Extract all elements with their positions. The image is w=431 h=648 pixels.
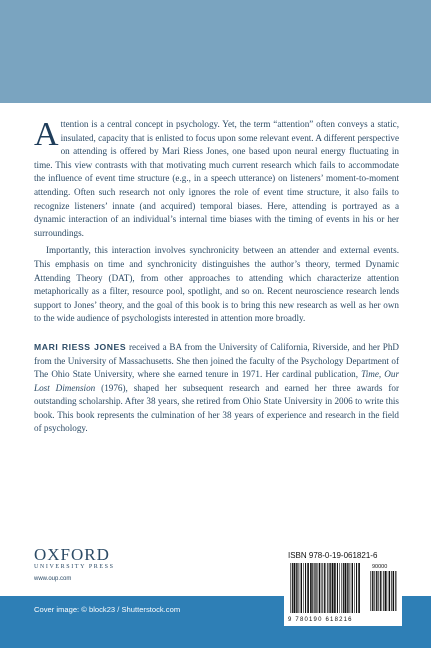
barcode-bar (393, 571, 394, 611)
barcode-bar (301, 563, 302, 613)
author-bio (34, 341, 399, 436)
barcode-bar (370, 571, 371, 611)
barcode-bar (292, 563, 293, 613)
oxford-subtitle: UNIVERSITY PRESS (34, 564, 115, 570)
isbn-label: ISBN 978-0-19-061821-6 (288, 551, 378, 560)
barcode-bar (324, 563, 325, 613)
bio-text-2: (1976), shaped her subsequent research and earned her three awards for outstanding scholarship. After 38 years, she retired from Ohio State University in 2006 to write this book. This book represents the culmination of her 38 years of experience and research in the field of psychology. (34, 382, 400, 434)
ean-bars (290, 563, 360, 613)
barcode-bar (334, 563, 336, 613)
drop-cap: A (34, 116, 59, 153)
barcode-bar (315, 563, 316, 613)
barcode-bar (296, 563, 297, 613)
barcode-bar (322, 563, 323, 613)
barcode-bar (383, 571, 384, 611)
barcode-bar (376, 571, 377, 611)
barcode-bar (395, 571, 396, 611)
barcode-bar (391, 571, 392, 611)
barcode-bar (294, 563, 296, 613)
publisher-logo (34, 546, 154, 582)
back-cover-text (34, 118, 399, 436)
barcode-bar (300, 563, 301, 613)
top-color-band (0, 0, 431, 103)
barcode-bar (343, 563, 344, 613)
barcode-bar (341, 563, 342, 613)
barcode-bar (337, 563, 338, 613)
barcode-bar (310, 563, 312, 613)
barcode-bar (356, 563, 357, 613)
barcode-bar (326, 563, 327, 613)
bio-text-1: received a BA from the University of California, Riverside, and her PhD from the University of Massachusetts. She then joined the faculty of the Psychology Department of The Ohio State University, where she earned tenure in 1971. Her cardinal publication, (34, 341, 399, 380)
barcode-bar (332, 563, 334, 613)
barcode-bar (348, 563, 349, 613)
barcode-bar (352, 563, 353, 613)
barcode-bar (307, 563, 309, 613)
barcode-bar (347, 563, 348, 613)
barcode-bar (290, 563, 291, 613)
barcode-bar (372, 571, 373, 611)
barcode-bar (330, 563, 331, 613)
ean-digits: 9 780190 618216 (288, 617, 353, 623)
barcode-bar (314, 563, 315, 613)
barcode-bar (374, 571, 375, 611)
barcode-bar (382, 571, 383, 611)
barcode-graphic (284, 549, 402, 626)
barcode-bar (354, 563, 355, 613)
book-title: Time, Our Lost Dimension (34, 369, 399, 393)
barcode-bar (378, 571, 379, 611)
oxford-wordmark: OXFORD (34, 545, 110, 564)
barcode-bar (316, 563, 317, 613)
barcode-bar (380, 571, 381, 611)
barcode-bar (339, 563, 340, 613)
barcode-bar (351, 563, 352, 613)
barcode-bar (329, 563, 330, 613)
barcode-bar (385, 571, 387, 611)
barcode-bar (305, 563, 306, 613)
barcode-bar (327, 563, 328, 613)
blurb-paragraph-1 (34, 118, 399, 240)
barcode-bar (345, 563, 347, 613)
publisher-url[interactable]: www.oup.com (34, 576, 72, 582)
price-code: 90000 (372, 564, 388, 570)
barcode-bar (358, 563, 360, 613)
addon-bars (370, 571, 396, 611)
barcode-bar (297, 563, 298, 613)
blurb-paragraph-1-text: ttention is a central concept in psychology. Yet, the term “attention” often conveys a static, insulated, capacity that is enlisted to focus upon some relevant event. A different perspective on attending is offered by Mari Riess Jones, one based upon neural energy fluctuating in time. This view contrasts with that motivating much current research which fails to accommodate the influence of event time structure (e.g., in a speech utterance) on listeners’ moment-to-moment attending. Often such research not only ignores the role of event time structure, it also fails to recognize listeners’ innate (and acquired) temporal biases. Here, attending is portrayed as a dynamic interaction of an individual’s internal time biases with the timing of events in his or her surroundings. (34, 119, 399, 238)
barcode-bar (319, 563, 321, 613)
barcode-bar (388, 571, 389, 611)
cover-credit: Cover image: © block23 / Shutterstock.com (34, 605, 181, 614)
barcode-box (284, 549, 402, 626)
barcode-bar (389, 571, 390, 611)
author-name: MARI RIESS JONES (34, 341, 127, 352)
barcode-bar (312, 563, 313, 613)
blurb-paragraph-2: Importantly, this interaction involves synchronicity between an attender and external events. This emphasis on time and synchronicity distinguishes the author’s theory, termed Dynamic Attending Theory (DAT), from other approaches to attending which characterize attention metaphorically as a filter, resource pool, spotlight, and so on. Recent neuroscience research lends support to Jones’ theory, and the goal of this book is to bring this new research as well as her own to the wide audience of psychologists interested in attention more broadly. (34, 245, 399, 324)
barcode-bar (303, 563, 304, 613)
